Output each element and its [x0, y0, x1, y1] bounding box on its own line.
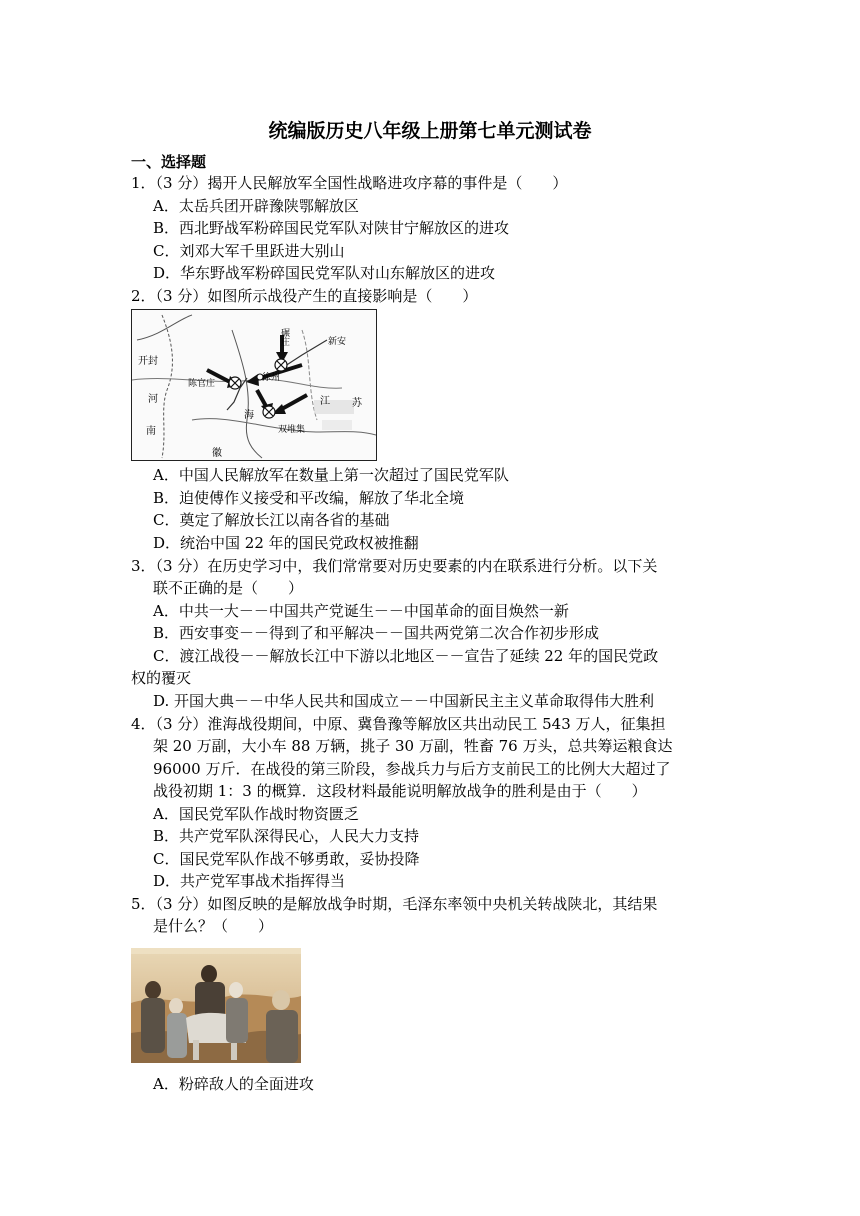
map-label-chenguanzhuang: 陈官庄	[188, 379, 216, 389]
question-3-option-d: D. 开国大典－－中华人民共和国成立－－中国新民主主义革命取得伟大胜利	[153, 692, 655, 710]
question-1-option-a: A．太岳兵团开辟豫陕鄂解放区	[153, 197, 359, 215]
question-3-option-b: B．西安事变－－得到了和平解决－－国共两党第二次合作初步形成	[153, 624, 600, 642]
question-3-option-c-line-1: C．渡江战役－－解放长江中下游以北地区－－宣告了延续 22 年的国民党政	[153, 647, 659, 665]
map-label-nianzhuang: 碾庄	[279, 328, 289, 346]
map-label-su: 苏	[352, 398, 362, 409]
question-2-option-c: C．奠定了解放长江以南各省的基础	[153, 511, 390, 529]
question-4-option-c: C．国民党军队作战不够勇敢，妥协投降	[153, 850, 420, 868]
question-3-stem-line-1: 3．（3 分）在历史学习中，我们常常要对历史要素的内在联系进行分析。以下关	[131, 557, 658, 575]
page-title: 统编版历史八年级上册第七单元测试卷	[268, 120, 592, 142]
map-label-xinan: 新安	[328, 337, 347, 347]
question-4-option-d: D．共产党军事战术指挥得当	[153, 872, 346, 890]
map-label-hui: 徽	[212, 448, 222, 459]
map-label-jiang: 江	[320, 396, 330, 407]
question-4-option-a: A．国民党军队作战时物资匮乏	[153, 805, 359, 823]
question-4-stem-line-2: 架 20 万副，大小车 88 万辆，挑子 30 万副，牲畜 76 万头，总共筹运粮食达	[153, 737, 673, 755]
question-5-stem-line-2: 是什么？（ ）	[153, 917, 274, 935]
question-1-stem: 1．（3 分）揭开人民解放军全国性战略进攻序幕的事件是（ ）	[131, 174, 568, 192]
question-1-option-d: D．华东野战军粉碎国民党军队对山东解放区的进攻	[153, 264, 496, 282]
question-2-option-d: D．统治中国 22 年的国民党政权被推翻	[153, 534, 419, 552]
question-5-option-a: A．粉碎敌人的全面进攻	[153, 1075, 314, 1093]
huaihai-campaign-map	[131, 309, 377, 461]
map-label-shuangduiji: 双堆集	[278, 425, 306, 435]
question-4-stem-line-1: 4．（3 分）淮海战役期间，中原、冀鲁豫等解放区共出动民工 543 万人，征集担	[131, 715, 666, 733]
question-1-option-c: C．刘邓大军千里跃进大别山	[153, 242, 345, 260]
map-label-nan: 南	[146, 426, 156, 437]
map-label-an: 海	[244, 410, 254, 421]
question-3-option-a: A．中共一大－－中国共产党诞生－－中国革命的面目焕然一新	[153, 602, 569, 620]
question-2-stem: 2．（3 分）如图所示战役产生的直接影响是（ ）	[131, 287, 478, 305]
question-4-stem-line-3: 96000 万斤．在战役的第三阶段，参战兵力与后方支前民工的比例大大超过了	[153, 760, 671, 778]
mao-shaanbei-photo	[131, 948, 301, 1063]
map-label-he: 河	[148, 394, 158, 405]
question-1-option-b: B．西北野战军粉碎国民党军队对陕甘宁解放区的进攻	[153, 219, 510, 237]
map-graphic	[132, 310, 376, 460]
question-4-stem-line-4: 战役初期 1：3 的概算．这段材料最能说明解放战争的胜利是由于（ ）	[153, 782, 647, 800]
question-3-stem-line-2: 联不正确的是（ ）	[153, 579, 304, 597]
section-heading: 一、选择题	[131, 153, 207, 171]
question-4-option-b: B．共产党军队深得民心，人民大力支持	[153, 827, 420, 845]
map-label-xuzhou: 徐州	[262, 373, 281, 383]
question-2-option-b: B．迫使傅作义接受和平改编，解放了华北全境	[153, 489, 465, 507]
question-5-stem-line-1: 5．（3 分）如图反映的是解放战争时期，毛泽东率领中央机关转战陕北，其结果	[131, 895, 658, 913]
map-label-kaifeng: 开封	[138, 356, 158, 367]
question-2-option-a: A．中国人民解放军在数量上第一次超过了国民党军队	[153, 466, 509, 484]
question-3-option-c-line-2: 权的覆灭	[131, 669, 192, 687]
